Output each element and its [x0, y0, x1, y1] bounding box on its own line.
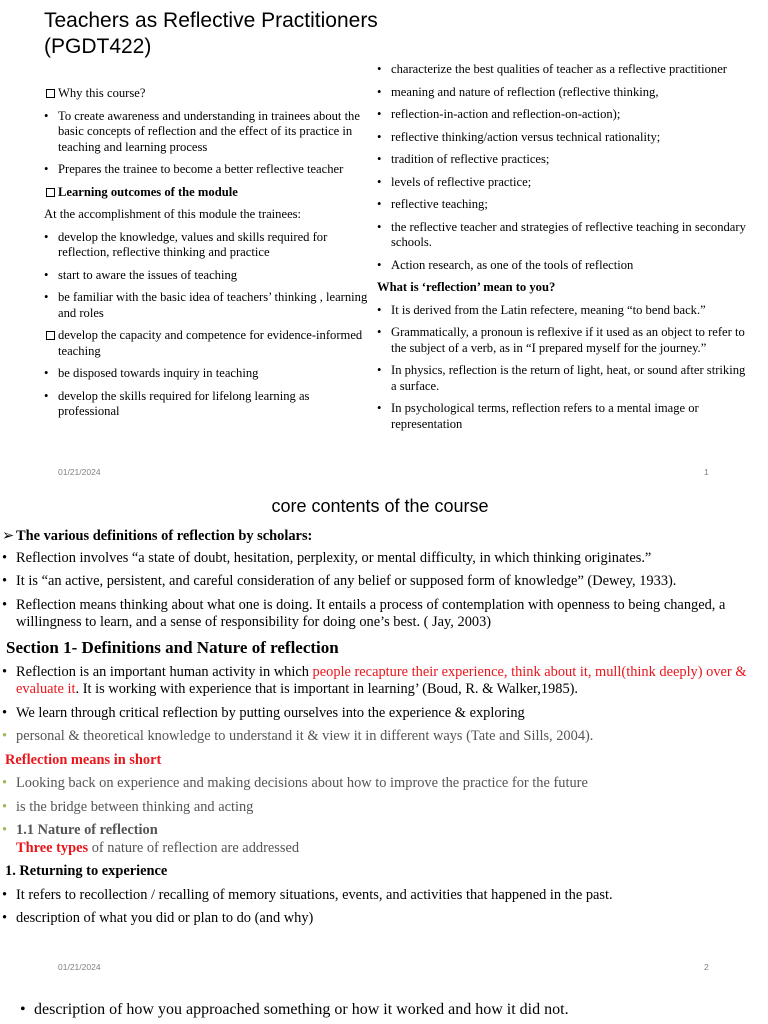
list-item: • develop the knowledge, values and skills required for reflection, reflective thinking and practice [44, 230, 374, 261]
returning-heading: 1. Returning to experience [5, 863, 168, 879]
list-item: • Reflection means thinking about what one is doing. It entails a process of contemplation with openness to being changed, a willingness to learn, and a sense of responsibility for doing one’s best. ( Jay, 2003) [2, 597, 764, 632]
list-item: • reflective thinking/action versus technical rationality; [377, 130, 747, 146]
list-item: • personal & theoretical knowledge to understand it & view it in different ways (Tate and Sills, 2004). [2, 728, 764, 746]
list-item: • We learn through critical reflection by putting ourselves into the experience & exploring [2, 705, 764, 723]
list-item: • start to aware the issues of teaching [44, 268, 374, 284]
list-item: • Grammatically, a pronoun is reflexive if it used as an object to refer to the subject of a verb, as in “I prepared myself for the journey.” [377, 325, 747, 356]
checkbox-square-icon [46, 331, 55, 340]
slide2-date: 01/21/2024 [58, 962, 101, 972]
list-item: • levels of reflective practice; [377, 175, 747, 191]
slide1-right-column [377, 62, 747, 439]
list-item: • be familiar with the basic idea of teachers’ thinking , learning and roles [44, 290, 374, 321]
list-item: • develop the skills required for lifelong learning as professional [44, 389, 374, 420]
list-item: • In psychological terms, reflection refers to a mental image or representation [377, 401, 747, 432]
highlighted-text: people recapture their experience, think about it, mull(think deeply) over & evaluate it [16, 663, 747, 697]
arrow-bullet-icon: ➢ [2, 528, 15, 544]
list-item: • It is “an active, persistent, and careful consideration of any belief or supposed form of knowledge” (Dewey, 1933). [2, 573, 764, 591]
list-item: • It refers to recollection / recalling of memory situations, events, and activities that happened in the past. [2, 887, 764, 905]
nature-block: • 1.1 Nature of reflection Three types of nature of reflection are addressed [2, 822, 764, 857]
slide1-date: 01/21/2024 [58, 467, 101, 477]
outcomes-intro: At the accomplishment of this module the trainees: [44, 207, 302, 221]
list-item: • meaning and nature of reflection (reflective thinking, [377, 85, 747, 101]
slide2-page-number: 2 [704, 962, 709, 972]
three-types-highlight: Three types [16, 839, 89, 856]
list-item: • reflection-in-action and reflection-on-action); [377, 107, 747, 123]
slide2-body [2, 528, 764, 934]
list-item: • be disposed towards inquiry in teaching [44, 366, 374, 382]
why-heading: Why this course? [44, 86, 374, 102]
what-heading: What is ‘reflection’ mean to you? [377, 280, 556, 294]
list-item: • the reflective teacher and strategies of reflective teaching in secondary schools. [377, 220, 747, 251]
list-item: • Action research, as one of the tools of reflection [377, 258, 747, 274]
list-item: • Reflection involves “a state of doubt, hesitation, perplexity, or mental difficulty, in which thinking originates.” [2, 550, 764, 568]
list-item: • It is derived from the Latin refectere, meaning “to bend back.” [377, 303, 747, 319]
list-item: • Reflection is an important human activity in which people recapture their experience, think about it, mull(think deeply) over & evaluate it. It is working with experience that is important in learning’ (Boud, R. & Walker,1985). [2, 664, 764, 699]
outcomes-heading: Learning outcomes of the module [44, 185, 374, 201]
slide1-title [44, 8, 378, 60]
section-heading: Section 1- Definitions and Nature of reflection [6, 637, 339, 657]
title-line1: Teachers as Reflective Practitioners [44, 9, 378, 32]
short-heading: Reflection means in short [5, 751, 162, 768]
slide1-left-column [44, 86, 374, 427]
list-item: • Prepares the trainee to become a better reflective teacher [44, 162, 374, 178]
list-item: • description of what you did or plan to do (and why) [2, 910, 764, 928]
capacity-item: develop the capacity and competence for evidence-informed teaching [44, 328, 374, 359]
title-line2: (PGDT422) [44, 35, 152, 58]
slide1-page-number: 1 [704, 467, 709, 477]
list-item: • Looking back on experience and making decisions about how to improve the practice for the future [2, 775, 764, 793]
list-item: • characterize the best qualities of teacher as a reflective practitioner [377, 62, 747, 78]
list-item: • In physics, reflection is the return of light, heat, or sound after striking a surface. [377, 363, 747, 394]
list-item: • To create awareness and understanding in trainees about the basic concepts of reflection and the effect of its practice in teaching and learning process [44, 109, 374, 156]
checkbox-square-icon [46, 89, 55, 98]
list-item: • tradition of reflective practices; [377, 152, 747, 168]
definitions-heading: ➢ The various definitions of reflection by scholars: [2, 528, 313, 544]
list-item: • reflective teaching; [377, 197, 747, 213]
list-item: • is the bridge between thinking and acting [2, 799, 764, 817]
core-contents-title: core contents of the course [271, 496, 489, 516]
slide3-item [20, 1000, 760, 1020]
nature-heading: 1.1 Nature of reflection [16, 822, 158, 838]
list-item: • description of how you approached something or how it worked and how it did not. [20, 1000, 760, 1020]
checkbox-square-icon [46, 188, 55, 197]
